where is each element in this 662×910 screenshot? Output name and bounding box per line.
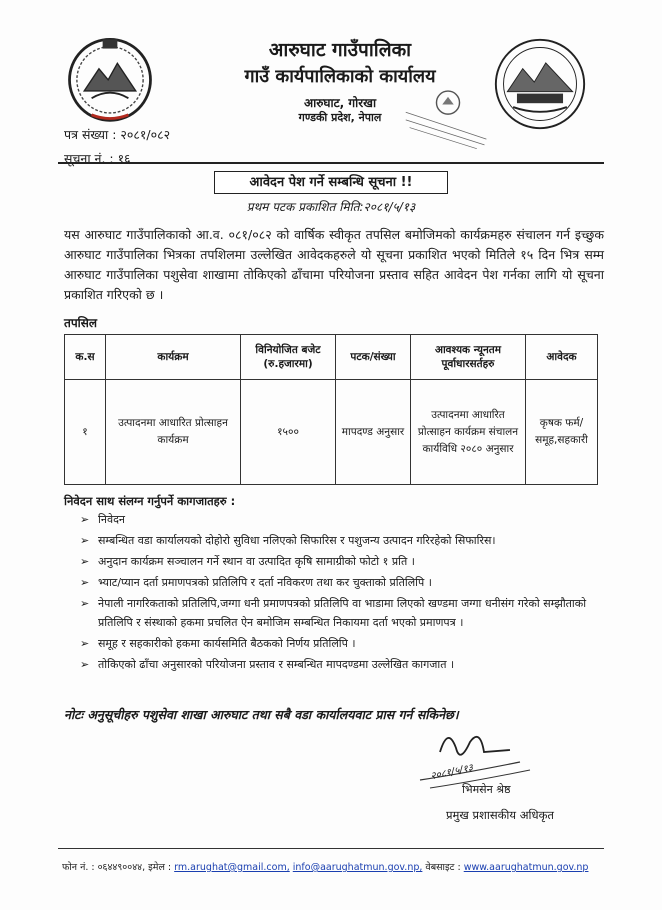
footer-email-1[interactable]: rm.arughat@gmail.com, — [174, 862, 290, 873]
footer-website[interactable]: www.aarughatmun.gov.np — [463, 862, 589, 873]
arrow-bullet-icon: ➢ — [80, 513, 90, 526]
nepal-emblem-icon — [64, 32, 156, 124]
list-item: ➢ भ्याट/प्यान दर्ता प्रमाणपत्रको प्रतिलिपि र दर्ता नविकरण तथा कर चुक्ताको प्रतिलिपि । — [80, 573, 600, 592]
arrow-bullet-icon: ➢ — [80, 597, 90, 610]
table-cell: मापदण्ड अनुसार — [336, 380, 411, 485]
table-header: विनियोजित बजेट (रु.हजारमा) — [241, 335, 336, 380]
table-row — [65, 380, 598, 485]
arrow-bullet-icon: ➢ — [80, 555, 90, 568]
table-cell: कृषक फर्म/समूह,सहकारी — [526, 380, 598, 485]
list-item: ➢ सम्बन्धित वडा कार्यालयको दोहोरो सुविधा नलिएको सिफारिस र पशुजन्य उत्पादन गरिरहेको सिफारिस। — [80, 531, 600, 550]
footer-contact — [62, 860, 602, 873]
office-name-line2: गाउँ कार्यपालिकाको कार्यालय — [244, 66, 436, 87]
office-address: आरुघाट, गोरखा — [303, 96, 377, 110]
list-item: ➢ समूह र सहकारीको हकमा कार्यसमिति बैठकको निर्णय प्रतिलिपि । — [80, 634, 600, 653]
program-table — [64, 334, 598, 485]
notice-number: सूचना नं. : १६ — [64, 151, 131, 166]
table-header-row — [65, 335, 598, 380]
municipality-logo-icon — [492, 36, 588, 132]
signatory-designation: प्रमुख प्रशासकीय अधिकृत — [446, 808, 554, 822]
signature-date: २०८१/५/१३ — [429, 762, 475, 783]
notice-title: आवेदन पेश गर्ने सम्बन्धि सूचना !! — [214, 171, 448, 194]
list-item: ➢ निवेदन — [80, 510, 600, 529]
table-header: आवेदक — [526, 335, 598, 380]
arrow-bullet-icon: ➢ — [80, 658, 90, 671]
footer-email-2[interactable]: info@aarughatmun.gov.np, — [292, 862, 423, 873]
list-item: ➢ तोकिएको ढाँचा अनुसारको परियोजना प्रस्ताव र सम्बन्धित मापदण्डमा उल्लेखित कागजात । — [80, 655, 600, 674]
list-item: ➢ अनुदान कार्यक्रम सञ्चालन गर्ने स्थान वा उत्पादित कृषि सामाग्रीको फोटो १ प्रति । — [80, 552, 600, 571]
header-divider — [58, 162, 604, 164]
table-header: पटक/संख्या — [336, 335, 411, 380]
table-cell: १५०० — [241, 380, 336, 485]
schedule-label: तपसिल — [64, 316, 98, 330]
footer-phone: फोन नं. : ०६४४९००४४, इमेल : — [62, 862, 172, 873]
arrow-bullet-icon: ➢ — [80, 576, 90, 589]
table-header: क.स — [65, 335, 106, 380]
required-documents-list — [80, 510, 600, 676]
required-documents-title: निवेदन साथ संलग्न गर्नुपर्ने कागजातहरु : — [64, 494, 236, 508]
table-cell: उत्पादनमा आधारित प्रोत्साहन कार्यक्रम — [106, 380, 241, 485]
table-cell: १ — [65, 380, 106, 485]
signatory-name: भिमसेन श्रेष्ठ — [462, 783, 511, 796]
office-name-line1: आरुघाट गाउँपालिका — [268, 39, 412, 61]
note: नोटः अनुसूचीहरु पशुसेवा शाखा आरुघाट तथा सबै वडा कार्यालयवाट प्रास गर्न सकिनेछ। — [64, 707, 459, 722]
table-header: कार्यक्रम — [106, 335, 241, 380]
footer-website-label: वेबसाइट : — [425, 862, 461, 873]
list-item: ➢ नेपाली नागरिकताको प्रतिलिपि,जग्गा धनी प्रमाणपत्रको प्रतिलिपि वा भाडामा लिएको खण्डमा जग्गा धनीसंग गरेको सम्झौताको प्रतिलिपि र संस्थाको हकमा प्रचलित ऐन बमोजिम सम्बन्धित निकायमा दर्ता भएको प्रमाणपत्र । — [80, 594, 600, 632]
notice-body: यस आरुघाट गाउँपालिकाको आ.व. ०८१/०८२ को वार्षिक स्वीकृत तपसिल बमोजिमको कार्यक्रमहरु संचालन गर्न इच्छुक आरुघाट गाउँपालिका भित्रका तपशिलमा उल्लेखित आवेदकहरुले यो सूचना प्रकाशित भएको मितिले १५ दिन भित्र सम्म आरुघाट गाउँपालिका पशुसेवा शाखामा तोकिएको ढाँचामा परियोजना प्रस्ताव सहित आवेदन पेश गर्नका लागि यो सूचना प्रकाशित गरिएको छ । — [64, 227, 604, 302]
arrow-bullet-icon: ➢ — [80, 534, 90, 547]
table-cell: उत्पादनमा आधारित प्रोत्साहन कार्यक्रम संचालन कार्यविधि २०८० अनुसार — [411, 380, 526, 485]
letter-reference-number: पत्र संख्या : २०८१/०८२ — [64, 127, 171, 142]
office-province: गण्डकी प्रदेश, नेपाल — [298, 111, 382, 124]
office-stamp-icon — [400, 82, 496, 152]
footer-divider — [58, 848, 604, 849]
table-header: आवश्यक न्यूनतम पूर्वाधारसर्तहरु — [411, 335, 526, 380]
publication-date: प्रथम पटक प्रकाशित मिति:२०८१/५/१३ — [246, 200, 416, 214]
arrow-bullet-icon: ➢ — [80, 637, 90, 650]
